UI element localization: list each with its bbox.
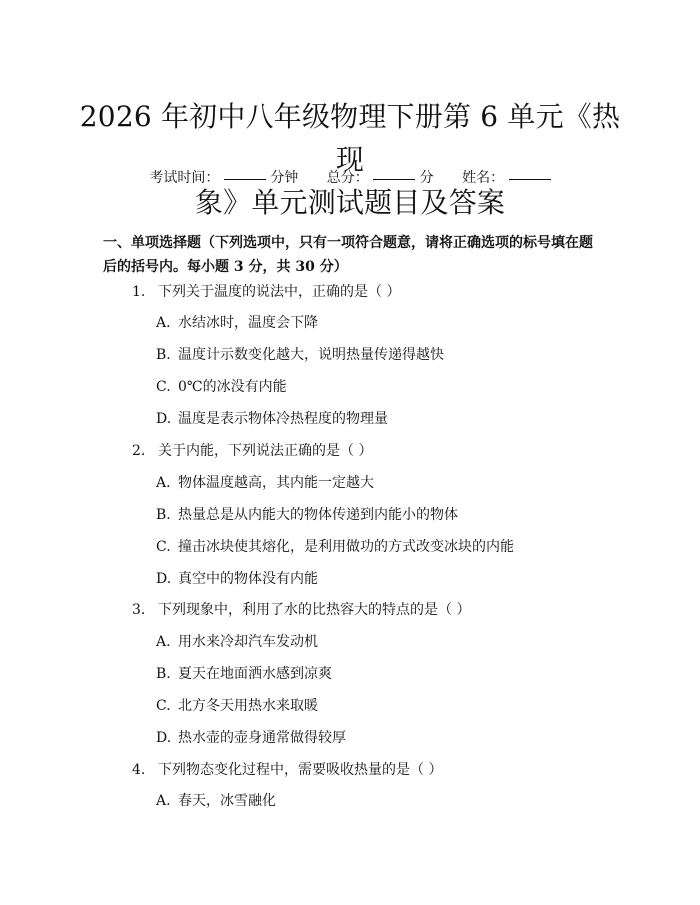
option-text: 物体温度越高，其内能一定越大 bbox=[178, 475, 374, 491]
question-1-option-b bbox=[156, 345, 586, 365]
question-4 bbox=[132, 760, 592, 780]
option-text: 0℃的冰没有内能 bbox=[178, 379, 287, 395]
question-4-number: 4. bbox=[132, 762, 146, 778]
option-letter: A. bbox=[156, 315, 171, 331]
question-2 bbox=[132, 441, 592, 461]
exam-title-line-1: 2026 年初中八年级物理下册第 6 单元《热现 bbox=[79, 99, 621, 176]
question-3-option-c bbox=[156, 696, 586, 716]
exam-time-label: 考试时间： bbox=[149, 170, 220, 186]
option-text: 温度是表示物体冷热程度的物理量 bbox=[178, 411, 388, 427]
question-1-text: 下列关于温度的说法中，正确的是（ ） bbox=[158, 284, 401, 300]
option-letter: B. bbox=[156, 507, 171, 523]
section-heading: 一、单项选择题（下列选项中，只有一项符合题意，请将正确选项的标号填在题后的括号内。每小题 3 分，共 30 分） bbox=[103, 235, 593, 275]
option-letter: D. bbox=[156, 571, 172, 587]
total-score-unit: 分 bbox=[419, 170, 434, 186]
question-2-number: 2. bbox=[132, 443, 146, 459]
option-text: 春天，冰雪融化 bbox=[178, 793, 276, 809]
student-name-label: 姓名： bbox=[462, 170, 505, 186]
question-1-option-c bbox=[156, 377, 586, 397]
option-text: 热量总是从内能大的物体传递到内能小的物体 bbox=[178, 507, 458, 523]
option-letter: B. bbox=[156, 347, 171, 363]
option-letter: D. bbox=[156, 730, 172, 746]
question-2-text: 关于内能，下列说法正确的是（ ） bbox=[158, 443, 373, 459]
question-4-option-a bbox=[156, 791, 586, 811]
option-letter: C. bbox=[156, 539, 171, 555]
question-2-option-c bbox=[156, 537, 586, 557]
question-2-option-d bbox=[156, 569, 586, 589]
option-text: 北方冬天用热水来取暖 bbox=[178, 698, 318, 714]
option-letter: C. bbox=[156, 698, 171, 714]
option-text: 热水壶的壶身通常做得较厚 bbox=[178, 730, 346, 746]
question-3-option-d bbox=[156, 728, 586, 748]
option-letter: A. bbox=[156, 793, 171, 809]
question-1-option-d bbox=[156, 409, 586, 429]
question-3-option-a bbox=[156, 632, 586, 652]
option-text: 真空中的物体没有内能 bbox=[178, 571, 318, 587]
question-1-number: 1. bbox=[132, 284, 146, 300]
option-text: 水结冰时，温度会下降 bbox=[178, 315, 318, 331]
question-4-text: 下列物态变化过程中，需要吸收热量的是（ ） bbox=[158, 762, 443, 778]
question-2-option-b bbox=[156, 505, 586, 525]
exam-time-unit: 分钟 bbox=[270, 170, 299, 186]
exam-title-line-2: 象》单元测试题目及答案 bbox=[194, 185, 506, 219]
question-2-option-a bbox=[156, 473, 586, 493]
option-text: 温度计示数变化越大，说明热量传递得越快 bbox=[178, 347, 444, 363]
question-3-number: 3. bbox=[132, 602, 146, 618]
question-3 bbox=[132, 600, 592, 620]
option-letter: B. bbox=[156, 666, 171, 682]
question-3-text: 下列现象中，利用了水的比热容大的特点的是（ ） bbox=[158, 602, 471, 618]
option-letter: C. bbox=[156, 379, 171, 395]
option-letter: A. bbox=[156, 634, 171, 650]
total-score-label: 总分： bbox=[326, 170, 369, 186]
option-letter: A. bbox=[156, 475, 171, 491]
question-1 bbox=[132, 282, 592, 302]
option-text: 用水来冷却汽车发动机 bbox=[178, 634, 318, 650]
question-3-option-b bbox=[156, 664, 586, 684]
option-text: 夏天在地面洒水感到凉爽 bbox=[178, 666, 332, 682]
option-letter: D. bbox=[156, 411, 172, 427]
option-text: 撞击冰块使其熔化，是利用做功的方式改变冰块的内能 bbox=[178, 539, 514, 555]
question-1-option-a bbox=[156, 313, 586, 333]
